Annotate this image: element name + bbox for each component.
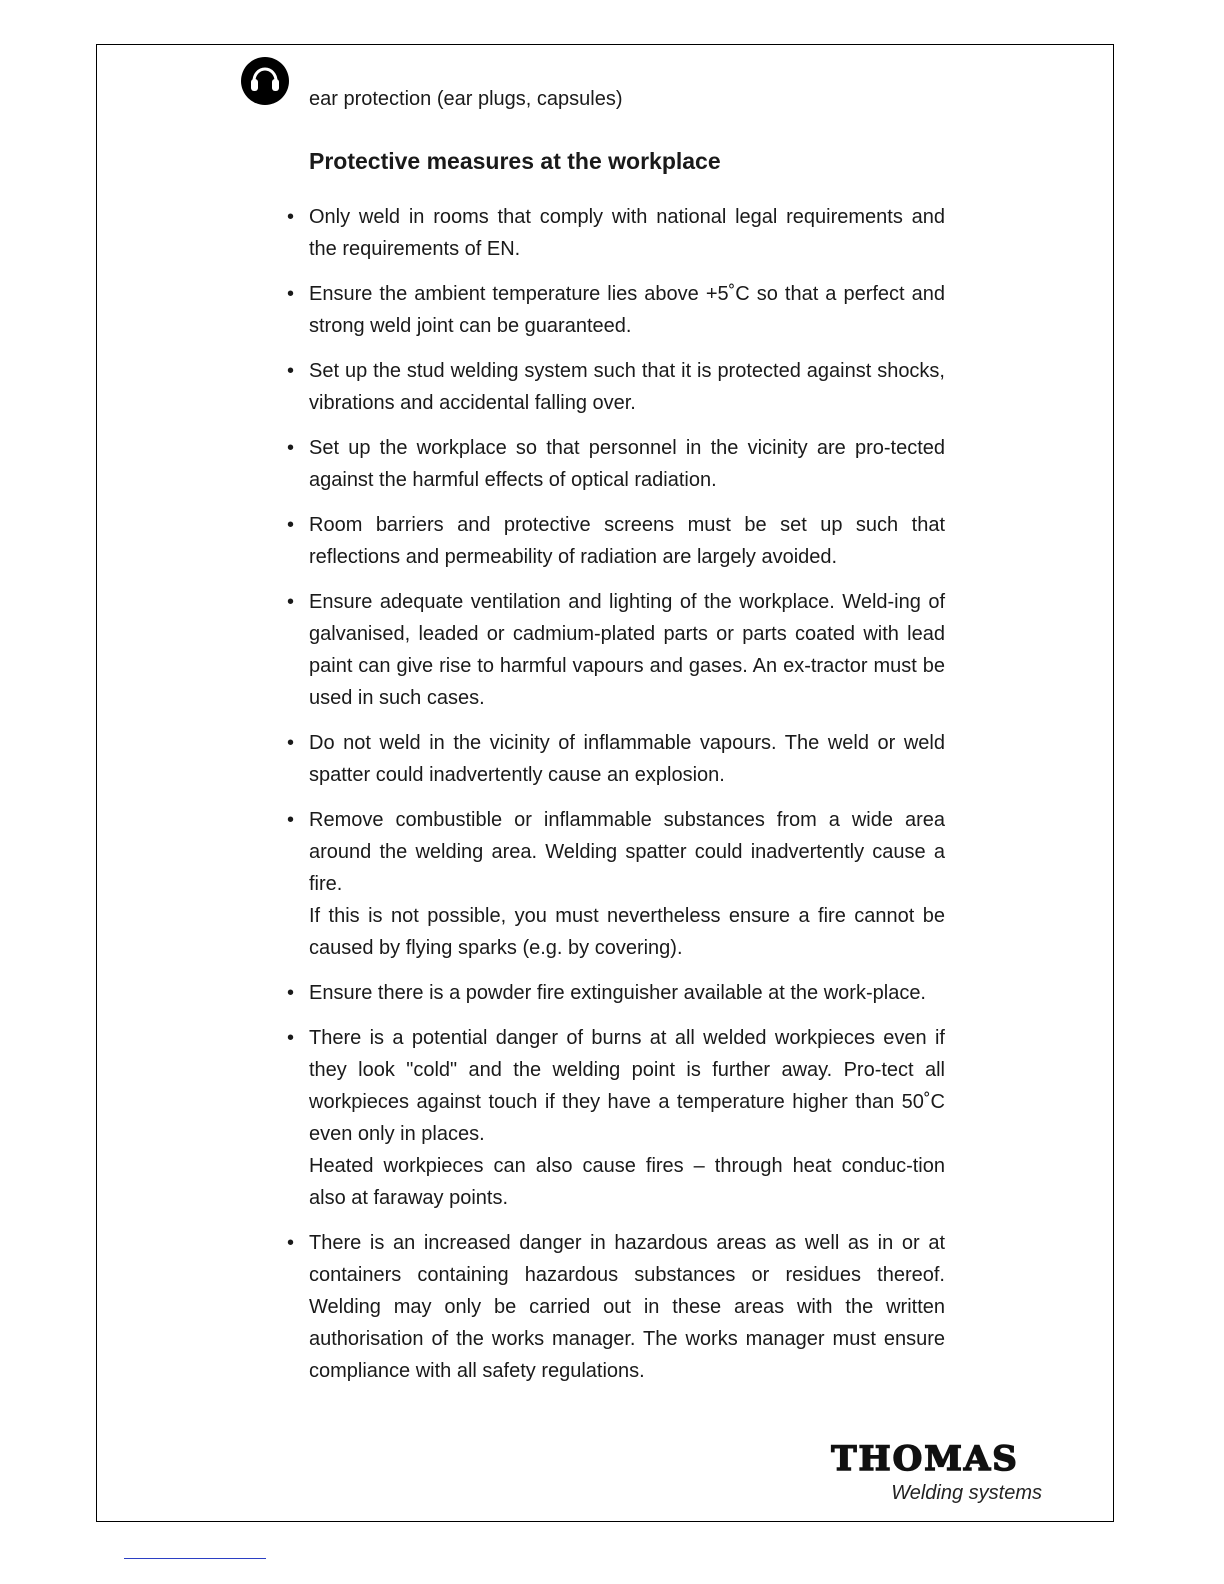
- item-paragraph: Room barriers and protective screens must be set up such that reflections and permeability of radiation are largely avoided.: [309, 514, 945, 568]
- list-item: [287, 278, 945, 342]
- bullet: •: [287, 206, 295, 228]
- item-paragraph: Ensure there is a powder fire extinguisher available at the work-place.: [309, 982, 926, 1004]
- thomas-logo: [808, 1440, 1042, 1510]
- item-paragraph: Remove combustible or inflammable substances from a wide area around the welding area. Welding spatter could inadvertently cause a fire.: [309, 809, 945, 895]
- list-item: [287, 201, 945, 265]
- list-item: [287, 1227, 945, 1387]
- bullet: •: [287, 809, 295, 831]
- list-item: [287, 1022, 945, 1214]
- list-item: [287, 804, 945, 964]
- list-item: [287, 977, 945, 1009]
- item-paragraph: Set up the stud welding system such that it is protected against shocks, vibrations and accidental falling over.: [309, 360, 945, 414]
- bullet: •: [287, 591, 295, 613]
- ear-protection-icon: [240, 56, 290, 106]
- item-paragraph: Only weld in rooms that comply with national legal requirements and the requirements of EN.: [309, 206, 945, 260]
- item-paragraph: Ensure the ambient temperature lies above +5˚C so that a perfect and strong weld joint can be guaranteed.: [309, 283, 945, 337]
- item-paragraph: There is an increased danger in hazardous areas as well as in or at containers containing hazardous substances or residues thereof. Welding may only be carried out in these areas with the written authorisation of the works manager. The works manager must ensure compliance with all safety regulations.: [309, 1232, 945, 1382]
- list-item: [287, 432, 945, 496]
- bullet: •: [287, 283, 295, 305]
- measures-list: [287, 201, 945, 1400]
- bullet: •: [287, 514, 295, 536]
- list-item: [287, 509, 945, 573]
- item-paragraph: Do not weld in the vicinity of inflammable vapours. The weld or weld spatter could inadvertently cause an explosion.: [309, 732, 945, 786]
- bullet: •: [287, 732, 295, 754]
- list-item: [287, 727, 945, 791]
- bullet: •: [287, 437, 295, 459]
- item-paragraph: There is a potential danger of burns at all welded workpieces even if they look "cold" and the welding point is further away. Pro-tect all workpieces against touch if they have a temperature higher than 50˚C even only in places.: [309, 1027, 945, 1145]
- bullet: •: [287, 360, 295, 382]
- item-paragraph: Heated workpieces can also cause fires – through heat conduc-tion also at faraway points.: [309, 1155, 945, 1209]
- item-paragraph: Set up the workplace so that personnel in the vicinity are pro-tected against the harmful effects of optical radiation.: [309, 437, 945, 491]
- footnote-separator: [124, 1558, 266, 1559]
- bullet: •: [287, 982, 295, 1004]
- logo-subtitle: Welding systems: [891, 1482, 1042, 1504]
- bullet: •: [287, 1232, 295, 1254]
- section-heading: Protective measures at the workplace: [309, 148, 721, 174]
- bullet: •: [287, 1027, 295, 1049]
- logo-wordmark: THOMAS: [831, 1440, 1019, 1479]
- list-item: [287, 355, 945, 419]
- list-item: [287, 586, 945, 714]
- item-paragraph: Ensure adequate ventilation and lighting of the workplace. Weld-ing of galvanised, leaded or cadmium-plated parts or parts coated with lead paint can give rise to harmful vapours and gases. An ex-tractor must be used in such cases.: [309, 591, 945, 709]
- ear-protection-text: ear protection (ear plugs, capsules): [309, 88, 623, 110]
- item-paragraph: If this is not possible, you must nevertheless ensure a fire cannot be caused by flying sparks (e.g. by covering).: [309, 905, 945, 959]
